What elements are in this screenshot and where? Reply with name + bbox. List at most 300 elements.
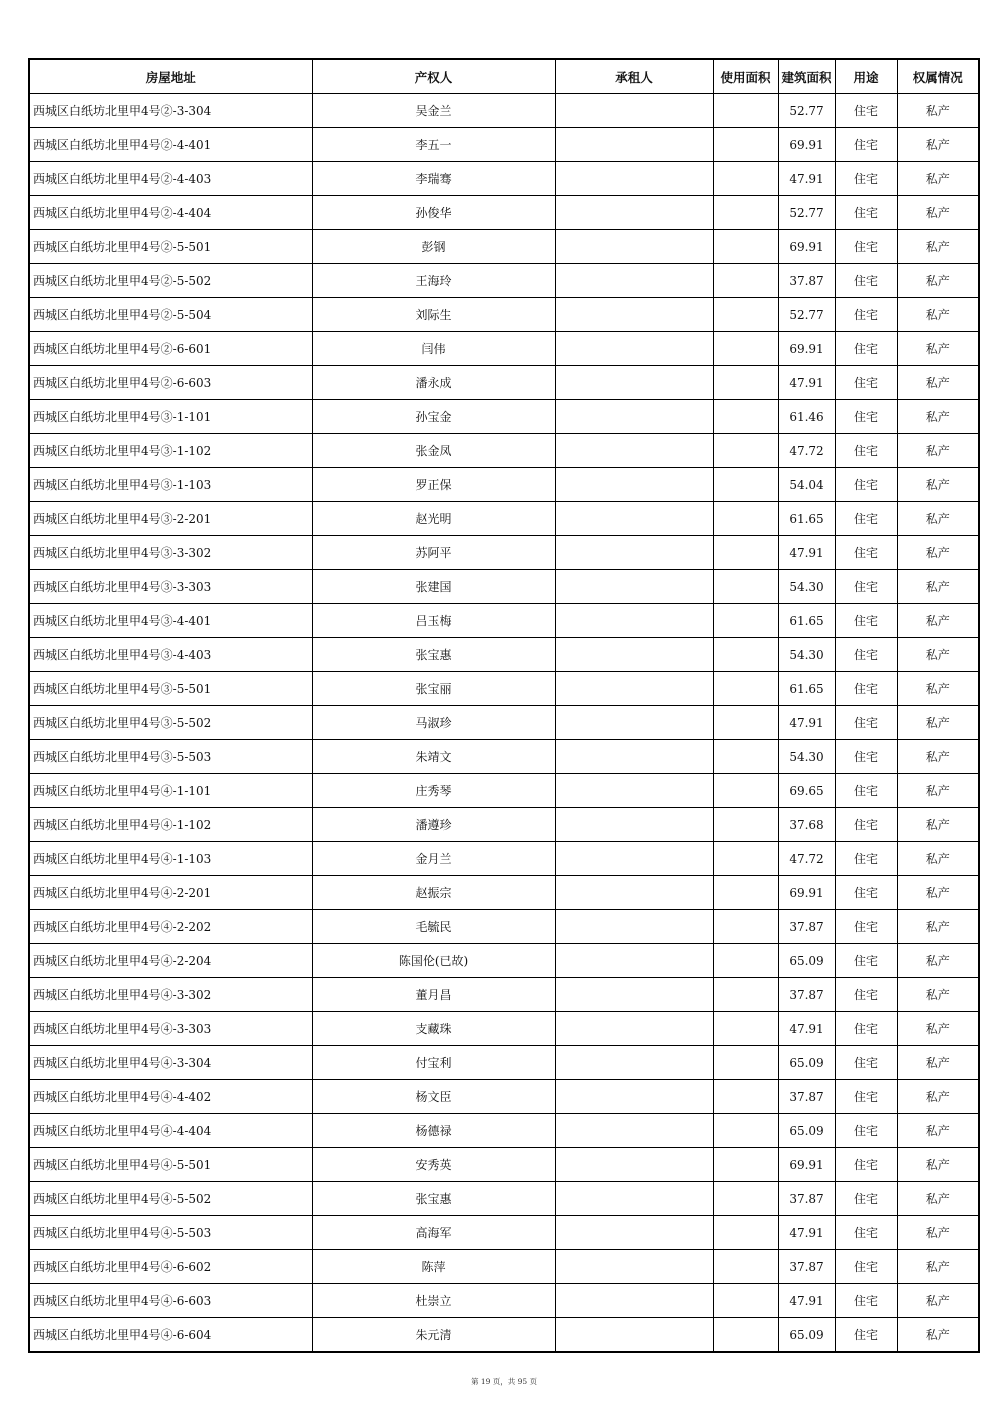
usage-cell: 住宅 (835, 842, 897, 876)
tenant-cell (555, 1182, 713, 1216)
header-owner: 产权人 (312, 59, 555, 94)
tenant-cell (555, 400, 713, 434)
tenant-cell (555, 536, 713, 570)
building-area-cell: 54.30 (778, 638, 835, 672)
owner-cell: 付宝利 (312, 1046, 555, 1080)
address-cell: 西城区白纸坊北里甲4号③-4-401 (29, 604, 312, 638)
ownership-cell: 私产 (897, 264, 979, 298)
usable-area-cell (713, 1114, 778, 1148)
building-area-cell: 65.09 (778, 1046, 835, 1080)
tenant-cell (555, 706, 713, 740)
ownership-cell: 私产 (897, 332, 979, 366)
building-area-cell: 54.04 (778, 468, 835, 502)
table-row (29, 944, 979, 978)
owner-cell: 赵光明 (312, 502, 555, 536)
tenant-cell (555, 672, 713, 706)
usage-cell: 住宅 (835, 808, 897, 842)
usage-cell: 住宅 (835, 502, 897, 536)
address-cell: 西城区白纸坊北里甲4号②-5-501 (29, 230, 312, 264)
ownership-cell: 私产 (897, 468, 979, 502)
usable-area-cell (713, 1216, 778, 1250)
usage-cell: 住宅 (835, 1216, 897, 1250)
address-cell: 西城区白纸坊北里甲4号③-3-303 (29, 570, 312, 604)
owner-cell: 张金凤 (312, 434, 555, 468)
usable-area-cell (713, 1012, 778, 1046)
ownership-cell: 私产 (897, 196, 979, 230)
table-row (29, 842, 979, 876)
owner-cell: 李五一 (312, 128, 555, 162)
ownership-cell: 私产 (897, 876, 979, 910)
usable-area-cell (713, 1182, 778, 1216)
ownership-cell: 私产 (897, 1318, 979, 1353)
address-cell: 西城区白纸坊北里甲4号②-4-404 (29, 196, 312, 230)
usable-area-cell (713, 434, 778, 468)
building-area-cell: 52.77 (778, 94, 835, 128)
table-row (29, 1182, 979, 1216)
usable-area-cell (713, 366, 778, 400)
table-row (29, 1250, 979, 1284)
owner-cell: 杜崇立 (312, 1284, 555, 1318)
building-area-cell: 37.87 (778, 1080, 835, 1114)
usage-cell: 住宅 (835, 570, 897, 604)
building-area-cell: 69.91 (778, 332, 835, 366)
owner-cell: 支藏珠 (312, 1012, 555, 1046)
building-area-cell: 37.68 (778, 808, 835, 842)
tenant-cell (555, 774, 713, 808)
ownership-cell: 私产 (897, 298, 979, 332)
owner-cell: 吴金兰 (312, 94, 555, 128)
table-row (29, 570, 979, 604)
table-row (29, 1080, 979, 1114)
owner-cell: 潘遵珍 (312, 808, 555, 842)
ownership-cell: 私产 (897, 1284, 979, 1318)
usage-cell: 住宅 (835, 604, 897, 638)
header-tenant: 承租人 (555, 59, 713, 94)
usage-cell: 住宅 (835, 774, 897, 808)
tenant-cell (555, 1250, 713, 1284)
building-area-cell: 47.91 (778, 536, 835, 570)
usage-cell: 住宅 (835, 1318, 897, 1353)
ownership-cell: 私产 (897, 1080, 979, 1114)
ownership-cell: 私产 (897, 1216, 979, 1250)
tenant-cell (555, 128, 713, 162)
address-cell: 西城区白纸坊北里甲4号④-1-102 (29, 808, 312, 842)
owner-cell: 安秀英 (312, 1148, 555, 1182)
address-cell: 西城区白纸坊北里甲4号④-4-402 (29, 1080, 312, 1114)
address-cell: 西城区白纸坊北里甲4号②-5-504 (29, 298, 312, 332)
usable-area-cell (713, 468, 778, 502)
usage-cell: 住宅 (835, 876, 897, 910)
tenant-cell (555, 604, 713, 638)
table-row (29, 910, 979, 944)
building-area-cell: 47.91 (778, 1284, 835, 1318)
owner-cell: 赵振宗 (312, 876, 555, 910)
usable-area-cell (713, 944, 778, 978)
usable-area-cell (713, 332, 778, 366)
usage-cell: 住宅 (835, 740, 897, 774)
address-cell: 西城区白纸坊北里甲4号②-5-502 (29, 264, 312, 298)
ownership-cell: 私产 (897, 434, 979, 468)
tenant-cell (555, 332, 713, 366)
table-row (29, 978, 979, 1012)
usable-area-cell (713, 1080, 778, 1114)
tenant-cell (555, 638, 713, 672)
address-cell: 西城区白纸坊北里甲4号③-5-503 (29, 740, 312, 774)
building-area-cell: 54.30 (778, 740, 835, 774)
ownership-cell: 私产 (897, 162, 979, 196)
address-cell: 西城区白纸坊北里甲4号④-1-103 (29, 842, 312, 876)
table-row (29, 1318, 979, 1353)
usage-cell: 住宅 (835, 978, 897, 1012)
address-cell: 西城区白纸坊北里甲4号④-4-404 (29, 1114, 312, 1148)
usable-area-cell (713, 604, 778, 638)
ownership-cell: 私产 (897, 604, 979, 638)
header-row (29, 59, 979, 94)
usable-area-cell (713, 910, 778, 944)
tenant-cell (555, 298, 713, 332)
address-cell: 西城区白纸坊北里甲4号④-5-501 (29, 1148, 312, 1182)
address-cell: 西城区白纸坊北里甲4号②-4-401 (29, 128, 312, 162)
owner-cell: 高海军 (312, 1216, 555, 1250)
header-ownership: 权属情况 (897, 59, 979, 94)
tenant-cell (555, 94, 713, 128)
ownership-cell: 私产 (897, 774, 979, 808)
tenant-cell (555, 264, 713, 298)
owner-cell: 潘永成 (312, 366, 555, 400)
building-area-cell: 47.91 (778, 706, 835, 740)
usable-area-cell (713, 1250, 778, 1284)
usable-area-cell (713, 774, 778, 808)
ownership-cell: 私产 (897, 1250, 979, 1284)
address-cell: 西城区白纸坊北里甲4号③-2-201 (29, 502, 312, 536)
table-row (29, 502, 979, 536)
tenant-cell (555, 740, 713, 774)
tenant-cell (555, 1114, 713, 1148)
table-row (29, 672, 979, 706)
building-area-cell: 54.30 (778, 570, 835, 604)
ownership-cell: 私产 (897, 1046, 979, 1080)
tenant-cell (555, 876, 713, 910)
address-cell: 西城区白纸坊北里甲4号③-1-101 (29, 400, 312, 434)
tenant-cell (555, 944, 713, 978)
table-row (29, 128, 979, 162)
usable-area-cell (713, 536, 778, 570)
address-cell: 西城区白纸坊北里甲4号②-4-403 (29, 162, 312, 196)
table-row (29, 706, 979, 740)
address-cell: 西城区白纸坊北里甲4号④-6-603 (29, 1284, 312, 1318)
building-area-cell: 61.65 (778, 672, 835, 706)
address-cell: 西城区白纸坊北里甲4号④-3-304 (29, 1046, 312, 1080)
usage-cell: 住宅 (835, 264, 897, 298)
table-row (29, 264, 979, 298)
header-usable-area: 使用面积 (713, 59, 778, 94)
usable-area-cell (713, 162, 778, 196)
usable-area-cell (713, 570, 778, 604)
tenant-cell (555, 1046, 713, 1080)
usable-area-cell (713, 264, 778, 298)
owner-cell: 杨文臣 (312, 1080, 555, 1114)
usage-cell: 住宅 (835, 1148, 897, 1182)
owner-cell: 朱靖文 (312, 740, 555, 774)
usable-area-cell (713, 128, 778, 162)
ownership-cell: 私产 (897, 1182, 979, 1216)
tenant-cell (555, 842, 713, 876)
usage-cell: 住宅 (835, 468, 897, 502)
address-cell: 西城区白纸坊北里甲4号④-1-101 (29, 774, 312, 808)
usable-area-cell (713, 842, 778, 876)
usable-area-cell (713, 1318, 778, 1353)
owner-cell: 张宝丽 (312, 672, 555, 706)
building-area-cell: 69.91 (778, 876, 835, 910)
usage-cell: 住宅 (835, 366, 897, 400)
table-row (29, 468, 979, 502)
usable-area-cell (713, 638, 778, 672)
owner-cell: 陈萍 (312, 1250, 555, 1284)
usage-cell: 住宅 (835, 230, 897, 264)
owner-cell: 孙俊华 (312, 196, 555, 230)
table-row (29, 230, 979, 264)
address-cell: 西城区白纸坊北里甲4号④-5-503 (29, 1216, 312, 1250)
ownership-cell: 私产 (897, 842, 979, 876)
building-area-cell: 61.65 (778, 604, 835, 638)
ownership-cell: 私产 (897, 638, 979, 672)
usable-area-cell (713, 1148, 778, 1182)
usable-area-cell (713, 706, 778, 740)
tenant-cell (555, 434, 713, 468)
owner-cell: 杨德禄 (312, 1114, 555, 1148)
ownership-cell: 私产 (897, 502, 979, 536)
usage-cell: 住宅 (835, 1182, 897, 1216)
building-area-cell: 69.91 (778, 230, 835, 264)
owner-cell: 张宝惠 (312, 1182, 555, 1216)
ownership-cell: 私产 (897, 230, 979, 264)
table-row (29, 162, 979, 196)
usage-cell: 住宅 (835, 706, 897, 740)
usage-cell: 住宅 (835, 1284, 897, 1318)
owner-cell: 朱元清 (312, 1318, 555, 1353)
usage-cell: 住宅 (835, 128, 897, 162)
header-address: 房屋地址 (29, 59, 312, 94)
usage-cell: 住宅 (835, 434, 897, 468)
building-area-cell: 61.65 (778, 502, 835, 536)
table-row (29, 196, 979, 230)
table-row (29, 400, 979, 434)
owner-cell: 董月昌 (312, 978, 555, 1012)
address-cell: 西城区白纸坊北里甲4号③-5-501 (29, 672, 312, 706)
usable-area-cell (713, 502, 778, 536)
address-cell: 西城区白纸坊北里甲4号②-6-603 (29, 366, 312, 400)
table-row (29, 876, 979, 910)
ownership-cell: 私产 (897, 570, 979, 604)
tenant-cell (555, 1284, 713, 1318)
address-cell: 西城区白纸坊北里甲4号②-3-304 (29, 94, 312, 128)
table-row (29, 604, 979, 638)
table-row (29, 298, 979, 332)
table-row (29, 638, 979, 672)
owner-cell: 张建国 (312, 570, 555, 604)
building-area-cell: 69.65 (778, 774, 835, 808)
usage-cell: 住宅 (835, 944, 897, 978)
ownership-cell: 私产 (897, 366, 979, 400)
ownership-cell: 私产 (897, 978, 979, 1012)
table-row (29, 366, 979, 400)
usage-cell: 住宅 (835, 298, 897, 332)
owner-cell: 金月兰 (312, 842, 555, 876)
tenant-cell (555, 1148, 713, 1182)
property-table (28, 58, 980, 1353)
tenant-cell (555, 978, 713, 1012)
owner-cell: 庄秀琴 (312, 774, 555, 808)
ownership-cell: 私产 (897, 128, 979, 162)
building-area-cell: 47.91 (778, 1216, 835, 1250)
ownership-cell: 私产 (897, 808, 979, 842)
ownership-cell: 私产 (897, 672, 979, 706)
address-cell: 西城区白纸坊北里甲4号③-1-103 (29, 468, 312, 502)
table-row (29, 808, 979, 842)
usage-cell: 住宅 (835, 1012, 897, 1046)
tenant-cell (555, 502, 713, 536)
address-cell: 西城区白纸坊北里甲4号④-5-502 (29, 1182, 312, 1216)
usage-cell: 住宅 (835, 1114, 897, 1148)
usable-area-cell (713, 978, 778, 1012)
tenant-cell (555, 230, 713, 264)
owner-cell: 罗正保 (312, 468, 555, 502)
address-cell: 西城区白纸坊北里甲4号③-1-102 (29, 434, 312, 468)
usable-area-cell (713, 298, 778, 332)
address-cell: 西城区白纸坊北里甲4号④-6-604 (29, 1318, 312, 1353)
owner-cell: 苏阿平 (312, 536, 555, 570)
usage-cell: 住宅 (835, 400, 897, 434)
usable-area-cell (713, 196, 778, 230)
building-area-cell: 52.77 (778, 196, 835, 230)
building-area-cell: 47.91 (778, 1012, 835, 1046)
usage-cell: 住宅 (835, 536, 897, 570)
building-area-cell: 37.87 (778, 1250, 835, 1284)
table-row (29, 1012, 979, 1046)
owner-cell: 闫伟 (312, 332, 555, 366)
tenant-cell (555, 808, 713, 842)
tenant-cell (555, 196, 713, 230)
owner-cell: 吕玉梅 (312, 604, 555, 638)
usage-cell: 住宅 (835, 94, 897, 128)
building-area-cell: 47.72 (778, 842, 835, 876)
table-row (29, 434, 979, 468)
address-cell: 西城区白纸坊北里甲4号③-3-302 (29, 536, 312, 570)
table-row (29, 536, 979, 570)
address-cell: 西城区白纸坊北里甲4号③-4-403 (29, 638, 312, 672)
usage-cell: 住宅 (835, 910, 897, 944)
page-footer: 第 19 页，共 95 页 (470, 1377, 538, 1386)
address-cell: 西城区白纸坊北里甲4号④-6-602 (29, 1250, 312, 1284)
usable-area-cell (713, 1046, 778, 1080)
ownership-cell: 私产 (897, 1114, 979, 1148)
owner-cell: 王海玲 (312, 264, 555, 298)
tenant-cell (555, 1012, 713, 1046)
tenant-cell (555, 1216, 713, 1250)
ownership-cell: 私产 (897, 944, 979, 978)
table-row (29, 332, 979, 366)
usable-area-cell (713, 740, 778, 774)
ownership-cell: 私产 (897, 910, 979, 944)
tenant-cell (555, 910, 713, 944)
table-row (29, 1046, 979, 1080)
ownership-cell: 私产 (897, 536, 979, 570)
usable-area-cell (713, 808, 778, 842)
building-area-cell: 37.87 (778, 264, 835, 298)
address-cell: 西城区白纸坊北里甲4号④-3-302 (29, 978, 312, 1012)
table-row (29, 1114, 979, 1148)
address-cell: 西城区白纸坊北里甲4号②-6-601 (29, 332, 312, 366)
tenant-cell (555, 1080, 713, 1114)
ownership-cell: 私产 (897, 1012, 979, 1046)
usage-cell: 住宅 (835, 1046, 897, 1080)
usable-area-cell (713, 672, 778, 706)
owner-cell: 张宝惠 (312, 638, 555, 672)
building-area-cell: 37.87 (778, 910, 835, 944)
building-area-cell: 37.87 (778, 978, 835, 1012)
building-area-cell: 69.91 (778, 128, 835, 162)
tenant-cell (555, 366, 713, 400)
table-row (29, 740, 979, 774)
usage-cell: 住宅 (835, 162, 897, 196)
tenant-cell (555, 468, 713, 502)
owner-cell: 孙宝金 (312, 400, 555, 434)
usable-area-cell (713, 1284, 778, 1318)
usage-cell: 住宅 (835, 332, 897, 366)
building-area-cell: 61.46 (778, 400, 835, 434)
table-row (29, 1148, 979, 1182)
tenant-cell (555, 162, 713, 196)
ownership-cell: 私产 (897, 1148, 979, 1182)
tenant-cell (555, 570, 713, 604)
building-area-cell: 52.77 (778, 298, 835, 332)
table-row (29, 774, 979, 808)
ownership-cell: 私产 (897, 400, 979, 434)
building-area-cell: 47.91 (778, 366, 835, 400)
usage-cell: 住宅 (835, 196, 897, 230)
building-area-cell: 69.91 (778, 1148, 835, 1182)
header-usage: 用途 (835, 59, 897, 94)
address-cell: 西城区白纸坊北里甲4号④-2-204 (29, 944, 312, 978)
owner-cell: 李瑞骞 (312, 162, 555, 196)
building-area-cell: 47.72 (778, 434, 835, 468)
usable-area-cell (713, 94, 778, 128)
tenant-cell (555, 1318, 713, 1353)
owner-cell: 毛毓民 (312, 910, 555, 944)
ownership-cell: 私产 (897, 706, 979, 740)
table-row (29, 94, 979, 128)
usage-cell: 住宅 (835, 1250, 897, 1284)
usable-area-cell (713, 400, 778, 434)
building-area-cell: 47.91 (778, 162, 835, 196)
building-area-cell: 65.09 (778, 944, 835, 978)
building-area-cell: 65.09 (778, 1114, 835, 1148)
owner-cell: 陈国伦(已故) (312, 944, 555, 978)
building-area-cell: 65.09 (778, 1318, 835, 1353)
usage-cell: 住宅 (835, 1080, 897, 1114)
header-building-area: 建筑面积 (778, 59, 835, 94)
owner-cell: 彭钢 (312, 230, 555, 264)
usable-area-cell (713, 230, 778, 264)
owner-cell: 刘际生 (312, 298, 555, 332)
ownership-cell: 私产 (897, 740, 979, 774)
address-cell: 西城区白纸坊北里甲4号③-5-502 (29, 706, 312, 740)
table-row (29, 1216, 979, 1250)
address-cell: 西城区白纸坊北里甲4号④-2-201 (29, 876, 312, 910)
building-area-cell: 37.87 (778, 1182, 835, 1216)
address-cell: 西城区白纸坊北里甲4号④-3-303 (29, 1012, 312, 1046)
usage-cell: 住宅 (835, 672, 897, 706)
